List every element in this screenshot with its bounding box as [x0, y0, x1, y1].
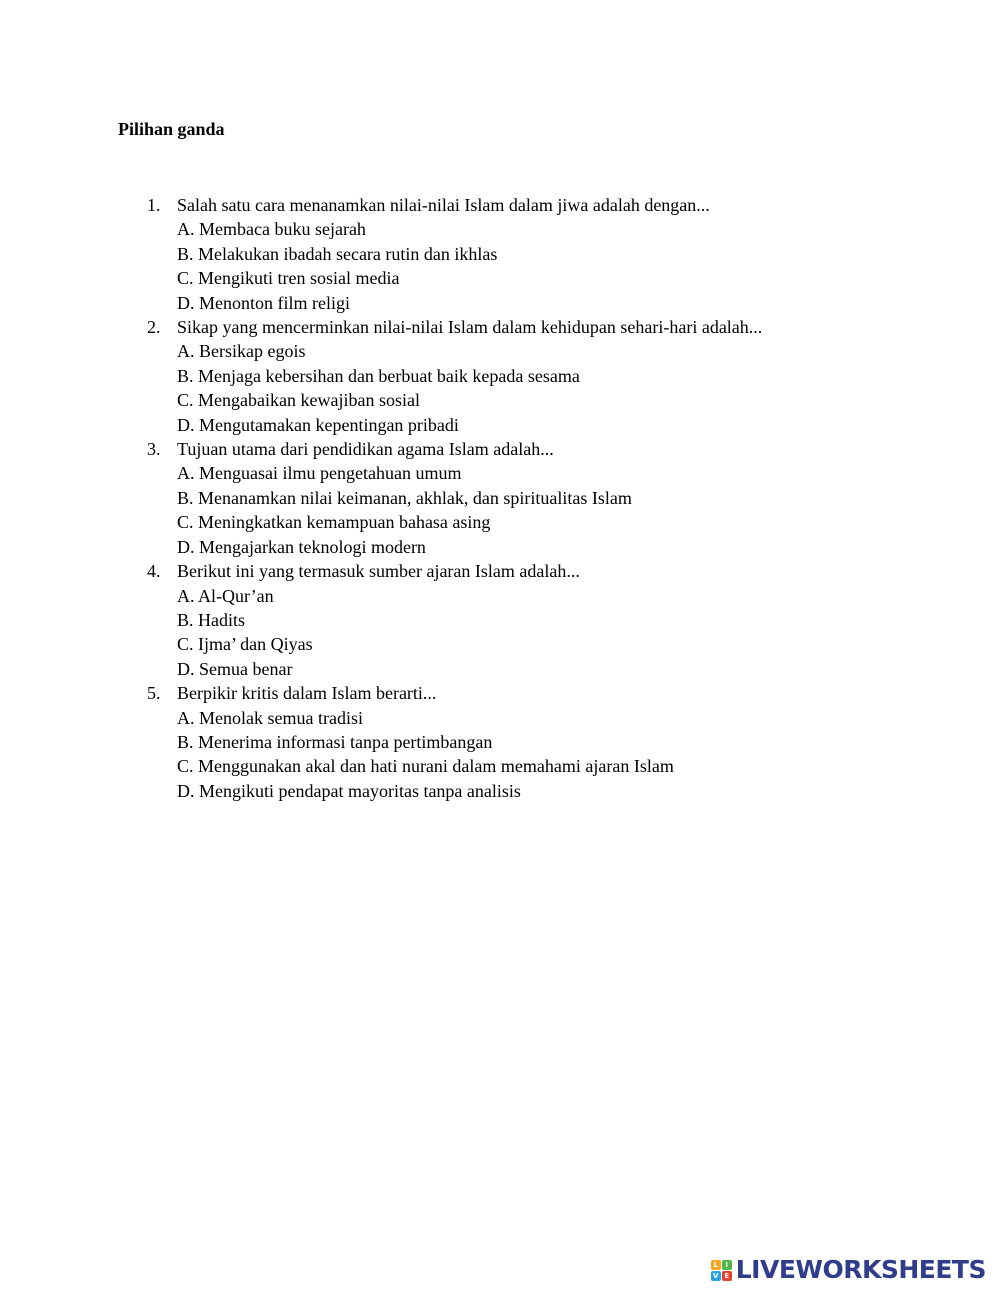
answer-option: A. Membaca buku sejarah [177, 219, 366, 240]
option-list [118, 461, 958, 559]
question-text: Salah satu cara menanamkan nilai-nilai Islam dalam jiwa adalah dengan... [177, 195, 710, 215]
answer-option: A. Menolak semua tradisi [177, 707, 363, 728]
answer-option: B. Menerima informasi tanpa pertimbangan [177, 731, 493, 752]
option-list [118, 339, 958, 437]
logo-mark-tile: V [711, 1271, 721, 1281]
question-item [118, 193, 958, 315]
answer-option: B. Menanamkan nilai keimanan, akhlak, dan spiritualitas Islam [177, 487, 632, 508]
question-item [118, 681, 958, 803]
logo-mark-tile: L [711, 1260, 721, 1270]
answer-option: D. Mengajarkan teknologi modern [177, 536, 426, 557]
question-number: 5. [147, 683, 161, 704]
question-text: Berpikir kritis dalam Islam berarti... [177, 683, 437, 704]
question-item [118, 315, 958, 437]
question-list [118, 193, 958, 803]
question-line [118, 681, 958, 705]
answer-option: A. Bersikap egois [177, 341, 306, 362]
question-line [118, 437, 958, 461]
question-number: 4. [147, 561, 161, 582]
question-text: Sikap yang mencerminkan nilai-nilai Islam dalam kehidupan sehari-hari adalah... [177, 317, 763, 338]
logo-mark-tile: I [722, 1260, 732, 1270]
logo-mark-tile: E [722, 1271, 732, 1281]
answer-option: D. Menonton film religi [177, 292, 350, 313]
answer-option: D. Mengutamakan kepentingan pribadi [177, 414, 459, 435]
logo-text: LIVEWORKSHEETS [735, 1255, 986, 1284]
question-line [118, 193, 958, 217]
liveworksheets-logo [711, 1255, 986, 1285]
answer-option: C. Mengikuti tren sosial media [177, 268, 400, 289]
question-text: Berikut ini yang termasuk sumber ajaran Islam adalah... [177, 561, 580, 582]
answer-option: B. Menjaga kebersihan dan berbuat baik kepada sesama [177, 365, 580, 386]
question-item [118, 559, 958, 681]
question-text: Tujuan utama dari pendidikan agama Islam adalah... [177, 439, 554, 460]
option-list [118, 217, 958, 315]
answer-option: D. Semua benar [177, 658, 293, 679]
question-line [118, 559, 958, 583]
answer-option: A. Menguasai ilmu pengetahuan umum [177, 463, 462, 484]
answer-option: B. Melakukan ibadah secara rutin dan ikhlas [177, 243, 498, 264]
question-number: 3. [147, 439, 161, 460]
answer-option: C. Meningkatkan kemampuan bahasa asing [177, 512, 491, 533]
option-list [118, 706, 958, 804]
answer-option: D. Mengikuti pendapat mayoritas tanpa analisis [177, 780, 521, 801]
liveworksheets-logo-icon [711, 1260, 732, 1281]
page-title: Pilihan ganda [118, 119, 225, 139]
question-number: 2. [147, 317, 161, 338]
answer-option: B. Hadits [177, 609, 246, 630]
answer-option: A. Al-Qur’an [177, 585, 274, 606]
answer-option: C. Ijma’ dan Qiyas [177, 634, 313, 655]
answer-option: C. Mengabaikan kewajiban sosial [177, 390, 420, 411]
question-line [118, 315, 958, 339]
question-item [118, 437, 958, 559]
question-number: 1. [147, 195, 161, 215]
option-list [118, 584, 958, 682]
answer-option: C. Menggunakan akal dan hati nurani dalam memahami ajaran Islam [177, 756, 674, 777]
